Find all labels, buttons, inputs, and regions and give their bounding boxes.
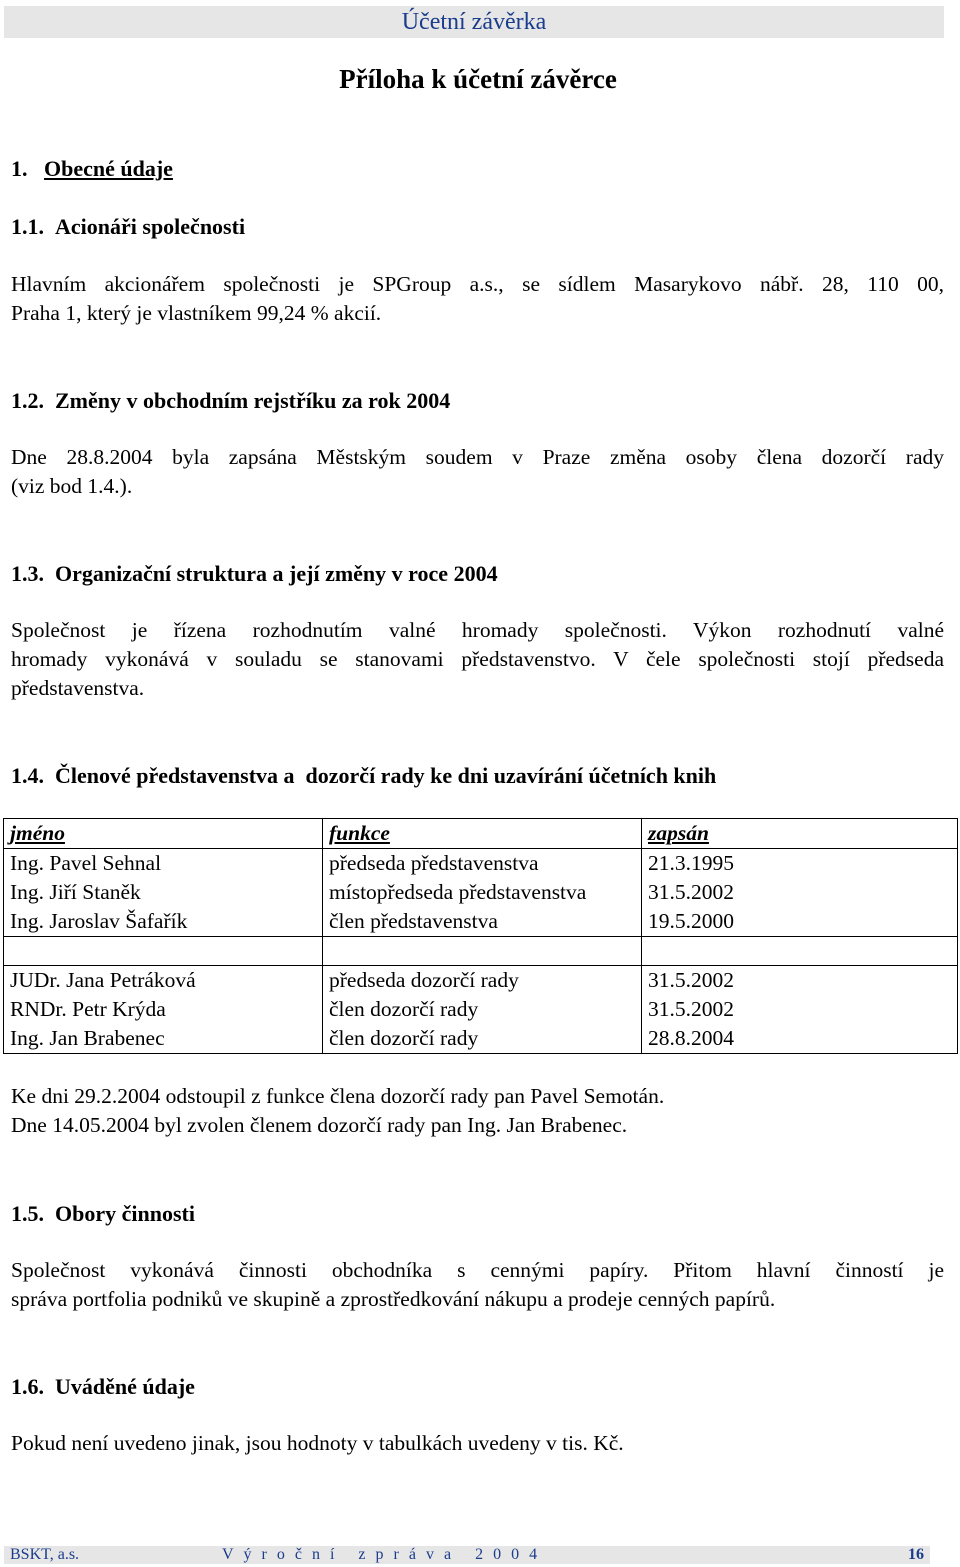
cell-function: člen dozorčí rady (323, 995, 642, 1024)
cell-registered: 21.3.1995 (642, 849, 958, 879)
cell-registered: 31.5.2002 (642, 995, 958, 1024)
footer-page-number: 16 (908, 1546, 924, 1563)
paragraph-line: Dne 28.8.2004 byla zapsána Městským soudem v Praze změna osoby člena dozorčí rady (11, 445, 944, 469)
cell-function: předseda dozorčí rady (323, 966, 642, 996)
section-title: Změny v obchodním rejstříku za rok 2004 (55, 388, 451, 413)
cell-name: Ing. Pavel Sehnal (4, 849, 323, 879)
paragraph-line: Společnost je řízena rozhodnutím valné hromady společnosti. Výkon rozhodnutí valné (11, 618, 944, 642)
section-title: Členové představenstva a dozorčí rady ke dni uzavírání účetních knih (55, 763, 717, 788)
note-line: Dne 14.05.2004 byl zvolen členem dozorčí rady pan Ing. Jan Brabenec. (11, 1113, 628, 1137)
cell-name: JUDr. Jana Petráková (4, 966, 323, 996)
table-row (4, 849, 958, 879)
paragraph-line: představenstva. (11, 676, 145, 700)
section-1-6-paragraph (11, 1429, 944, 1458)
cell-function: předseda představenstva (323, 849, 642, 879)
cell-name: Ing. Jiří Staněk (4, 878, 323, 907)
table-row (4, 878, 958, 907)
cell-function: člen představenstva (323, 907, 642, 937)
note-line: Ke dni 29.2.2004 odstoupil z funkce člena dozorčí rady pan Pavel Semotán. (11, 1084, 665, 1108)
section-title: Organizační struktura a její změny v roce 2004 (55, 561, 498, 586)
section-title: Obory činnosti (55, 1201, 195, 1226)
table-header-row (4, 819, 958, 849)
cell-registered: 19.5.2000 (642, 907, 958, 937)
table-row (4, 995, 958, 1024)
cell-name: Ing. Jan Brabenec (4, 1024, 323, 1054)
column-header-registered: zapsán (642, 819, 958, 849)
section-1-1-paragraph (11, 270, 944, 328)
paragraph-line: Pokud není uvedeno jinak, jsou hodnoty v tabulkách uvedeny v tis. Kč. (11, 1431, 624, 1455)
column-header-function: funkce (323, 819, 642, 849)
section-1-4-notes (11, 1082, 944, 1140)
section-1-5-heading (11, 1201, 195, 1227)
table-row (4, 907, 958, 937)
section-number: 1.4. (11, 763, 44, 788)
section-number: 1.1. (11, 214, 44, 239)
section-1-6-heading (11, 1374, 195, 1400)
paragraph-line: Praha 1, který je vlastníkem 99,24 % akcií. (11, 301, 382, 325)
section-1-5-paragraph (11, 1256, 944, 1314)
section-1-2-heading (11, 388, 450, 414)
paragraph-line: Hlavním akcionářem společnosti je SPGroup a.s., se sídlem Masarykovo nábř. 28, 110 00, (11, 272, 944, 296)
page-footer-bar (4, 1546, 930, 1564)
section-1-heading (11, 156, 173, 182)
cell-function: místopředseda představenstva (323, 878, 642, 907)
footer-report-title: Výroční zpráva 2004 (222, 1546, 548, 1563)
cell-registered: 28.8.2004 (642, 1024, 958, 1054)
section-1-2-paragraph (11, 443, 944, 501)
paragraph-line: (viz bod 1.4.). (11, 474, 133, 498)
column-header-name: jméno (4, 819, 323, 849)
cell-registered: 31.5.2002 (642, 878, 958, 907)
page-header-bar (4, 6, 944, 38)
cell-name: Ing. Jaroslav Šafařík (4, 907, 323, 937)
section-number: 1.6. (11, 1374, 44, 1399)
section-number: 1.5. (11, 1201, 44, 1226)
header-title: Účetní závěrka (401, 9, 547, 35)
footer-company: BSKT, a.s. (10, 1546, 80, 1563)
section-title: Acionáři společnosti (55, 214, 246, 239)
table-row (4, 966, 958, 996)
cell-name: RNDr. Petr Krýda (4, 995, 323, 1024)
section-1-3-paragraph (11, 616, 944, 703)
paragraph-line: Společnost vykonává činnosti obchodníka s cennými papíry. Přitom hlavní činností je (11, 1258, 944, 1282)
paragraph-line: hromady vykonává v souladu se stanovami představenstvo. V čele společnosti stojí předseda (11, 647, 944, 671)
table-spacer-row (4, 937, 958, 966)
section-1-4-heading (11, 763, 716, 789)
document-title: Příloha k účetní závěrce (339, 64, 617, 94)
paragraph-line: správa portfolia podniků ve skupině a zprostředkování nákupu a prodeje cenných papírů. (11, 1287, 776, 1311)
cell-function: člen dozorčí rady (323, 1024, 642, 1054)
section-number: 1.3. (11, 561, 44, 586)
section-1-1-heading (11, 214, 245, 240)
members-table (3, 818, 958, 1054)
section-title: Uváděné údaje (55, 1374, 195, 1399)
section-title: Obecné údaje (44, 156, 173, 181)
cell-registered: 31.5.2002 (642, 966, 958, 996)
table-row (4, 1024, 958, 1054)
section-number: 1.2. (11, 388, 44, 413)
section-number: 1. (11, 156, 28, 181)
section-1-3-heading (11, 561, 498, 587)
